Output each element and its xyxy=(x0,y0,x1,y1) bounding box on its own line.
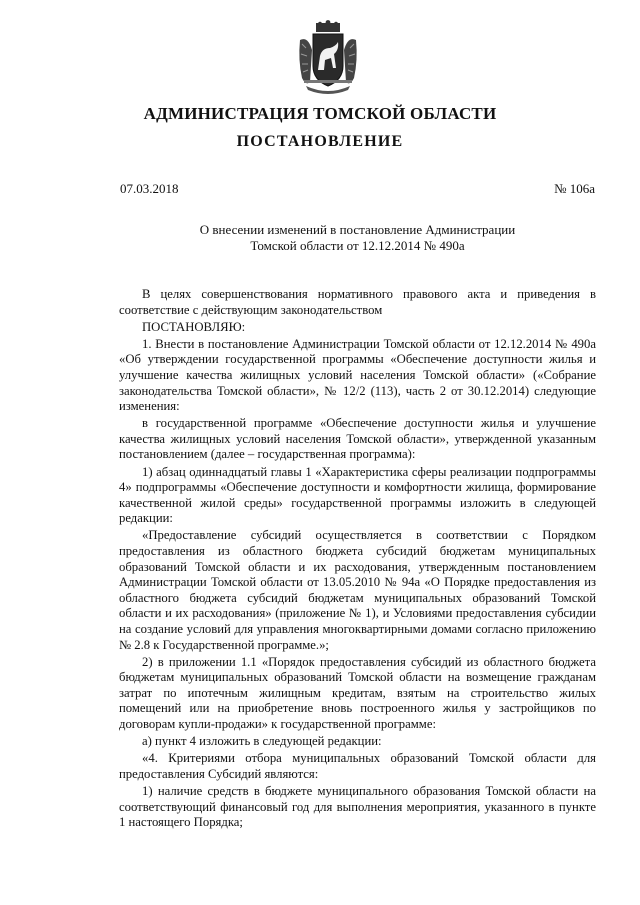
resolve-heading: ПОСТАНОВЛЯЮ: xyxy=(142,319,246,334)
organization-title: АДМИНИСТРАЦИЯ ТОМСКОЙ ОБЛАСТИ xyxy=(143,104,497,123)
subject-line: Томской области от 12.12.2014 № 490а xyxy=(250,238,465,253)
quote-2-paragraph: «4. Критериями отбора муниципальных образований Томской области для предоставления Субсидий являются: xyxy=(119,751,596,781)
document-subject xyxy=(120,222,595,254)
document-number: № 106а xyxy=(554,181,595,196)
subitem-1-paragraph: 1) абзац одиннадцатый главы 1 «Характеристика сферы реализации подпрограммы 4» подпрограммы «Обеспечение доступности и комфортности жилища, формирование качественной жилой среды» государственной программы изложить в следующей редакции: xyxy=(119,464,596,526)
item-1-paragraph: 1. Внести в постановление Администрации Томской области от 12.12.2014 № 490а «Об утверждении государственной программы «Обеспечение доступности жилья и улучшение качества жилищных условий населения Томской области» («Собрание законодательства Томской области», № 12/2 (113), часть 2 от 30.12.2014) следующие изменения: xyxy=(119,336,596,414)
subitem-2a-paragraph: а) пункт 4 изложить в следующей редакции: xyxy=(142,734,382,749)
document-body xyxy=(119,287,596,832)
coat-of-arms-icon xyxy=(296,20,360,96)
item-1-intro-paragraph: в государственной программе «Обеспечение доступности жилья и улучшение качества жилищных условий населения Томской области», утвержденной указанным постановлением (далее – государственная программа): xyxy=(119,416,596,462)
criterion-1-paragraph: 1) наличие средств в бюджете муниципального образования Томской области на соответствующий финансовый год для выполнения мероприятия, указанного в пункте 1 настоящего Порядка; xyxy=(119,783,596,830)
preamble-paragraph: В целях совершенствования нормативного правового акта и приведения в соответствие с действующим законодательством xyxy=(119,287,596,317)
document-date: 07.03.2018 xyxy=(120,181,179,196)
subitem-2-paragraph: 2) в приложении 1.1 «Порядок предоставления субсидий из областного бюджета бюджетам муниципальных образований Томской области на возмещение гражданам затрат по ипотечным жилищным кредитам, взятым на строительство жилых помещений или на приобретение вновь построенного жилья у застройщиков по договорам купли-продажи» к государственной программе: xyxy=(119,654,596,732)
subject-line: О внесении изменений в постановление Администрации xyxy=(199,222,516,237)
quote-1-paragraph: «Предоставление субсидий осуществляется в соответствии с Порядком предоставления из областного бюджета субсидий бюджетам муниципальных образований Томской области и их расходования, утвержденным постановлением Администрации Томской области от 13.05.2010 № 94а «О Порядке предоставления из областного бюджета субсидий бюджетам муниципальных образований Томской области и их расходования» (приложение № 1), и Условиями предоставления субсидии на создание условий для управления многоквартирными домами согласно приложению № 2.8 к Государственной программе.»; xyxy=(119,528,596,652)
document-type: ПОСТАНОВЛЕНИЕ xyxy=(236,133,404,150)
